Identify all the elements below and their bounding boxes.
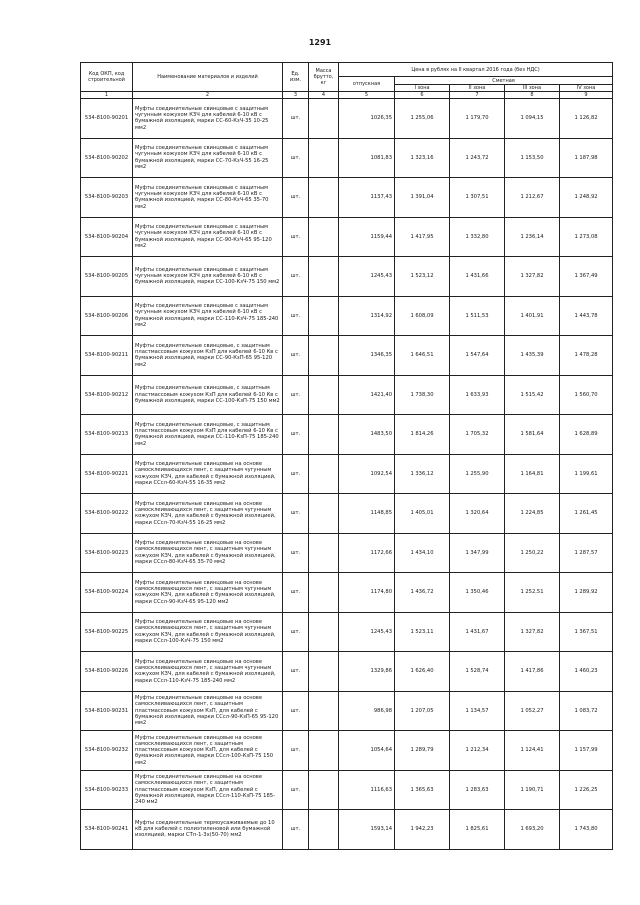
- zone-2-price-cell: 1 243,72: [450, 138, 505, 178]
- table-body: [81, 99, 613, 850]
- release-price-cell: 1159,44: [339, 217, 395, 257]
- material-name-cell: Муфты соединительные свинцовые на основе самосклеивающихся лент, с защитным чугунным кожухом КЗЧ, для кабелей с бумажной изоляцией, марки ССсл-80-КзЧ-65 35-70 мм2: [133, 533, 283, 573]
- zone-4-price-cell: 1 367,51: [560, 612, 613, 652]
- okp-code-cell: 534-8100-90206: [81, 296, 133, 336]
- okp-code-cell: 534-8100-90231: [81, 691, 133, 731]
- material-name-cell: Муфты соединительные свинцовые на основе самосклеивающихся лент, с защитным чугунным кожухом КЗЧ, для кабелей с бумажной изоляцией, марки ССсл-90-КзЧ-65 95-120 мм2: [133, 573, 283, 613]
- header-zone-1: I зона: [395, 85, 450, 92]
- zone-4-price-cell: 1 478,28: [560, 336, 613, 376]
- material-name-cell: Муфты соединительные термоусаживаемые до 10 кВ для кабелей с полиэтиленовой или бумажной изоляцией, марки СТп-1-3х(50-70) мм2: [133, 810, 283, 850]
- material-name-cell: Муфты соединительные свинцовые с защитным чугунным кожухом КЗЧ для кабелей 6-10 кВ с бумажной изоляцией, марки СС-70-КзЧ-55 16-25 мм2: [133, 138, 283, 178]
- material-name-cell: Муфты соединительные свинцовые на основе самосклеивающихся лент, с защитным пластмассовым кожухом КзП, для кабелей с бумажной изоляцией, марки ССсл-90-КзП-65 95-120 мм2: [133, 691, 283, 731]
- okp-code-cell: 534-8100-90233: [81, 770, 133, 810]
- column-number: 1: [81, 92, 133, 99]
- table-row: [81, 415, 613, 455]
- release-price-cell: 1346,35: [339, 336, 395, 376]
- okp-code-cell: 534-8100-90222: [81, 494, 133, 534]
- release-price-cell: 986,98: [339, 691, 395, 731]
- zone-4-price-cell: 1 248,92: [560, 178, 613, 218]
- material-name-cell: Муфты соединительные свинцовые с защитным чугунным кожухом КЗЧ для кабелей 6-10 кВ с бумажной изоляцией, марки СС-110-КзЧ-75 185-240 мм2: [133, 296, 283, 336]
- price-table: [80, 62, 613, 850]
- unit-cell: шт.: [283, 533, 309, 573]
- okp-code-cell: 534-8100-90241: [81, 810, 133, 850]
- mass-cell: [309, 731, 339, 771]
- okp-code-cell: 534-8100-90205: [81, 257, 133, 297]
- table-row: [81, 770, 613, 810]
- table-row: [81, 138, 613, 178]
- zone-3-price-cell: 1 190,71: [505, 770, 560, 810]
- table-row: [81, 454, 613, 494]
- okp-code-cell: 534-8100-90225: [81, 612, 133, 652]
- release-price-cell: 1314,92: [339, 296, 395, 336]
- mass-cell: [309, 178, 339, 218]
- header-estimate-price: Сметная: [395, 77, 613, 85]
- table-row: [81, 494, 613, 534]
- table-row: [81, 217, 613, 257]
- column-number: 5: [339, 92, 395, 99]
- material-name-cell: Муфты соединительные свинцовые, с защитным пластмассовым кожухом КзП для кабелей 6-10 Кв с бумажной изоляцией, марки СС-100-КзП-75 150 мм2: [133, 375, 283, 415]
- table-row: [81, 99, 613, 139]
- table-row: [81, 810, 613, 850]
- zone-3-price-cell: 1 250,22: [505, 533, 560, 573]
- material-name-cell: Муфты соединительные свинцовые с защитным чугунным кожухом КЗЧ для кабелей 6-10 кВ с бумажной изоляцией, марки СС-90-КзЧ-65 95-120 мм2: [133, 217, 283, 257]
- zone-4-price-cell: 1 157,99: [560, 731, 613, 771]
- zone-3-price-cell: 1 094,15: [505, 99, 560, 139]
- zone-4-price-cell: 1 083,72: [560, 691, 613, 731]
- zone-3-price-cell: 1 124,41: [505, 731, 560, 771]
- zone-1-price-cell: 1 942,23: [395, 810, 450, 850]
- zone-1-price-cell: 1 323,16: [395, 138, 450, 178]
- release-price-cell: 1329,86: [339, 652, 395, 692]
- header-price-group: Цена в рублях на II квартал 2016 года (без НДС): [339, 63, 613, 77]
- zone-1-price-cell: 1 814,26: [395, 415, 450, 455]
- zone-2-price-cell: 1 307,51: [450, 178, 505, 218]
- zone-3-price-cell: 1 327,82: [505, 612, 560, 652]
- zone-4-price-cell: 1 199,61: [560, 454, 613, 494]
- unit-cell: шт.: [283, 652, 309, 692]
- zone-4-price-cell: 1 289,92: [560, 573, 613, 613]
- zone-1-price-cell: 1 336,12: [395, 454, 450, 494]
- zone-3-price-cell: 1 693,20: [505, 810, 560, 850]
- material-name-cell: Муфты соединительные свинцовые на основе самосклеивающихся лент, с защитным пластмассовым кожухом КзП, для кабелей с бумажной изоляцией, марки ССсл-100-КзП-75 150 мм2: [133, 731, 283, 771]
- zone-2-price-cell: 1 528,74: [450, 652, 505, 692]
- okp-code-cell: 534-8100-90204: [81, 217, 133, 257]
- zone-2-price-cell: 1 350,46: [450, 573, 505, 613]
- okp-code-cell: 534-8100-90212: [81, 375, 133, 415]
- release-price-cell: 1081,83: [339, 138, 395, 178]
- mass-cell: [309, 375, 339, 415]
- unit-cell: шт.: [283, 99, 309, 139]
- zone-1-price-cell: 1 405,01: [395, 494, 450, 534]
- unit-cell: шт.: [283, 731, 309, 771]
- mass-cell: [309, 810, 339, 850]
- zone-3-price-cell: 1 224,85: [505, 494, 560, 534]
- zone-2-price-cell: 1 633,93: [450, 375, 505, 415]
- release-price-cell: 1245,43: [339, 612, 395, 652]
- release-price-cell: 1174,80: [339, 573, 395, 613]
- zone-3-price-cell: 1 164,81: [505, 454, 560, 494]
- release-price-cell: 1026,35: [339, 99, 395, 139]
- release-price-cell: 1137,43: [339, 178, 395, 218]
- zone-1-price-cell: 1 207,05: [395, 691, 450, 731]
- mass-cell: [309, 454, 339, 494]
- material-name-cell: Муфты соединительные свинцовые с защитным чугунным кожухом КЗЧ для кабелей 6-10 кВ с бумажной изоляцией, марки СС-60-КзЧ-35 10-25 мм2: [133, 99, 283, 139]
- zone-2-price-cell: 1 320,64: [450, 494, 505, 534]
- header-material-name: Наименование материалов и изделий: [133, 63, 283, 92]
- zone-3-price-cell: 1 581,64: [505, 415, 560, 455]
- okp-code-cell: 534-8100-90232: [81, 731, 133, 771]
- material-name-cell: Муфты соединительные свинцовые с защитным чугунным кожухом КЗЧ для кабелей 6-10 кВ с бумажной изоляцией, марки СС-100-КзЧ-75 150 мм2: [133, 257, 283, 297]
- mass-cell: [309, 99, 339, 139]
- zone-2-price-cell: 1 511,53: [450, 296, 505, 336]
- zone-3-price-cell: 1 435,39: [505, 336, 560, 376]
- mass-cell: [309, 494, 339, 534]
- zone-3-price-cell: 1 401,91: [505, 296, 560, 336]
- release-price-cell: 1116,63: [339, 770, 395, 810]
- okp-code-cell: 534-8100-90203: [81, 178, 133, 218]
- zone-1-price-cell: 1 523,12: [395, 257, 450, 297]
- zone-2-price-cell: 1 255,90: [450, 454, 505, 494]
- header-release-price: отпускная: [339, 77, 395, 92]
- zone-4-price-cell: 1 367,49: [560, 257, 613, 297]
- header-gross-mass: Масса брутто, кг: [309, 63, 339, 92]
- zone-4-price-cell: 1 628,89: [560, 415, 613, 455]
- unit-cell: шт.: [283, 454, 309, 494]
- okp-code-cell: 534-8100-90223: [81, 533, 133, 573]
- zone-4-price-cell: 1 126,82: [560, 99, 613, 139]
- release-price-cell: 1483,50: [339, 415, 395, 455]
- zone-3-price-cell: 1 212,67: [505, 178, 560, 218]
- zone-2-price-cell: 1 179,70: [450, 99, 505, 139]
- zone-4-price-cell: 1 743,80: [560, 810, 613, 850]
- mass-cell: [309, 533, 339, 573]
- material-name-cell: Муфты соединительные свинцовые на основе самосклеивающихся лент, с защитным чугунным кожухом КЗЧ, для кабелей с бумажной изоляцией, марки ССсл-100-КзЧ-75 150 мм2: [133, 612, 283, 652]
- zone-4-price-cell: 1 261,45: [560, 494, 613, 534]
- zone-3-price-cell: 1 252,51: [505, 573, 560, 613]
- zone-4-price-cell: 1 287,57: [560, 533, 613, 573]
- unit-cell: шт.: [283, 375, 309, 415]
- unit-cell: шт.: [283, 573, 309, 613]
- release-price-cell: 1245,43: [339, 257, 395, 297]
- table-row: [81, 178, 613, 218]
- mass-cell: [309, 138, 339, 178]
- unit-cell: шт.: [283, 810, 309, 850]
- unit-cell: шт.: [283, 415, 309, 455]
- zone-1-price-cell: 1 523,11: [395, 612, 450, 652]
- table-row: [81, 375, 613, 415]
- mass-cell: [309, 652, 339, 692]
- unit-cell: шт.: [283, 138, 309, 178]
- zone-1-price-cell: 1 391,04: [395, 178, 450, 218]
- table-row: [81, 336, 613, 376]
- zone-4-price-cell: 1 460,23: [560, 652, 613, 692]
- table-row: [81, 296, 613, 336]
- header-zone-4: IV зона: [560, 85, 613, 92]
- zone-3-price-cell: 1 417,86: [505, 652, 560, 692]
- material-name-cell: Муфты соединительные свинцовые на основе самосклеивающихся лент, с защитным чугунным кожухом КЗЧ, для кабелей с бумажной изоляцией, марки ССсл-110-КзЧ-75 185-240 мм2: [133, 652, 283, 692]
- zone-4-price-cell: 1 560,70: [560, 375, 613, 415]
- header-unit: Ед. изм.: [283, 63, 309, 92]
- unit-cell: шт.: [283, 691, 309, 731]
- release-price-cell: 1593,14: [339, 810, 395, 850]
- material-name-cell: Муфты соединительные свинцовые на основе самосклеивающихся лент, с защитным чугунным кожухом КЗЧ, для кабелей с бумажной изоляцией, марки ССсл-60-КзЧ-55 16-35 мм2: [133, 454, 283, 494]
- zone-4-price-cell: 1 226,25: [560, 770, 613, 810]
- mass-cell: [309, 217, 339, 257]
- column-number: 2: [133, 92, 283, 99]
- material-name-cell: Муфты соединительные свинцовые с защитным чугунным кожухом КЗЧ для кабелей 6-10 кВ с бумажной изоляцией, марки СС-80-КзЧ-65 35-70 мм2: [133, 178, 283, 218]
- zone-1-price-cell: 1 417,95: [395, 217, 450, 257]
- material-name-cell: Муфты соединительные свинцовые на основе самосклеивающихся лент, с защитным чугунным кожухом КЗЧ, для кабелей с бумажной изоляцией, марки ССсл-70-КзЧ-55 16-25 мм2: [133, 494, 283, 534]
- zone-2-price-cell: 1 547,64: [450, 336, 505, 376]
- zone-2-price-cell: 1 212,34: [450, 731, 505, 771]
- unit-cell: шт.: [283, 257, 309, 297]
- column-number-row: [81, 92, 613, 99]
- okp-code-cell: 534-8100-90221: [81, 454, 133, 494]
- page-number: 1291: [308, 38, 332, 47]
- material-name-cell: Муфты соединительные свинцовые, с защитным пластмассовым кожухом КзП для кабелей 6-10 Кв с бумажной изоляцией, марки СС-90-КзП-65 95-120 мм2: [133, 336, 283, 376]
- zone-4-price-cell: 1 187,98: [560, 138, 613, 178]
- unit-cell: шт.: [283, 178, 309, 218]
- zone-1-price-cell: 1 646,51: [395, 336, 450, 376]
- unit-cell: шт.: [283, 494, 309, 534]
- zone-2-price-cell: 1 332,80: [450, 217, 505, 257]
- zone-2-price-cell: 1 431,67: [450, 612, 505, 652]
- okp-code-cell: 534-8100-90224: [81, 573, 133, 613]
- mass-cell: [309, 770, 339, 810]
- zone-2-price-cell: 1 283,63: [450, 770, 505, 810]
- zone-1-price-cell: 1 608,09: [395, 296, 450, 336]
- release-price-cell: 1148,85: [339, 494, 395, 534]
- mass-cell: [309, 415, 339, 455]
- zone-3-price-cell: 1 236,14: [505, 217, 560, 257]
- okp-code-cell: 534-8100-90213: [81, 415, 133, 455]
- table-row: [81, 652, 613, 692]
- column-number: 6: [395, 92, 450, 99]
- column-number: 9: [560, 92, 613, 99]
- mass-cell: [309, 612, 339, 652]
- zone-1-price-cell: 1 436,72: [395, 573, 450, 613]
- mass-cell: [309, 691, 339, 731]
- mass-cell: [309, 257, 339, 297]
- table-row: [81, 612, 613, 652]
- zone-4-price-cell: 1 443,78: [560, 296, 613, 336]
- okp-code-cell: 534-8100-90201: [81, 99, 133, 139]
- zone-3-price-cell: 1 515,42: [505, 375, 560, 415]
- release-price-cell: 1092,54: [339, 454, 395, 494]
- zone-1-price-cell: 1 255,06: [395, 99, 450, 139]
- column-number: 8: [505, 92, 560, 99]
- zone-3-price-cell: 1 327,82: [505, 257, 560, 297]
- header-zone-2: II зона: [450, 85, 505, 92]
- table-row: [81, 731, 613, 771]
- release-price-cell: 1421,40: [339, 375, 395, 415]
- zone-2-price-cell: 1 347,99: [450, 533, 505, 573]
- unit-cell: шт.: [283, 296, 309, 336]
- table-row: [81, 257, 613, 297]
- table-row: [81, 573, 613, 613]
- zone-4-price-cell: 1 273,08: [560, 217, 613, 257]
- unit-cell: шт.: [283, 612, 309, 652]
- unit-cell: шт.: [283, 336, 309, 376]
- material-name-cell: Муфты соединительные свинцовые, с защитным пластмассовым кожухом КзП для кабелей 6-10 Кв с бумажной изоляцией, марки СС-110-КзП-75 185-240 мм2: [133, 415, 283, 455]
- material-name-cell: Муфты соединительные свинцовые на основе самосклеивающихся лент, с защитным пластмассовым кожухом КзП, для кабелей с бумажной изоляцией, марки ССсл-110-КзП-75 185-240 мм2: [133, 770, 283, 810]
- zone-2-price-cell: 1 134,57: [450, 691, 505, 731]
- mass-cell: [309, 296, 339, 336]
- zone-2-price-cell: 1 825,61: [450, 810, 505, 850]
- column-number: 3: [283, 92, 309, 99]
- header-okp-code: Код ОКП, код строительной: [81, 63, 133, 92]
- release-price-cell: 1172,66: [339, 533, 395, 573]
- mass-cell: [309, 336, 339, 376]
- unit-cell: шт.: [283, 217, 309, 257]
- zone-1-price-cell: 1 738,30: [395, 375, 450, 415]
- unit-cell: шт.: [283, 770, 309, 810]
- mass-cell: [309, 573, 339, 613]
- zone-1-price-cell: 1 626,40: [395, 652, 450, 692]
- column-number: 7: [450, 92, 505, 99]
- release-price-cell: 1054,64: [339, 731, 395, 771]
- okp-code-cell: 534-8100-90226: [81, 652, 133, 692]
- zone-1-price-cell: 1 434,10: [395, 533, 450, 573]
- table-row: [81, 533, 613, 573]
- table-row: [81, 691, 613, 731]
- zone-1-price-cell: 1 289,79: [395, 731, 450, 771]
- okp-code-cell: 534-8100-90202: [81, 138, 133, 178]
- zone-1-price-cell: 1 365,63: [395, 770, 450, 810]
- okp-code-cell: 534-8100-90211: [81, 336, 133, 376]
- zone-3-price-cell: 1 153,50: [505, 138, 560, 178]
- zone-2-price-cell: 1 431,66: [450, 257, 505, 297]
- column-number: 4: [309, 92, 339, 99]
- header-zone-3: III зона: [505, 85, 560, 92]
- zone-3-price-cell: 1 052,27: [505, 691, 560, 731]
- zone-2-price-cell: 1 705,32: [450, 415, 505, 455]
